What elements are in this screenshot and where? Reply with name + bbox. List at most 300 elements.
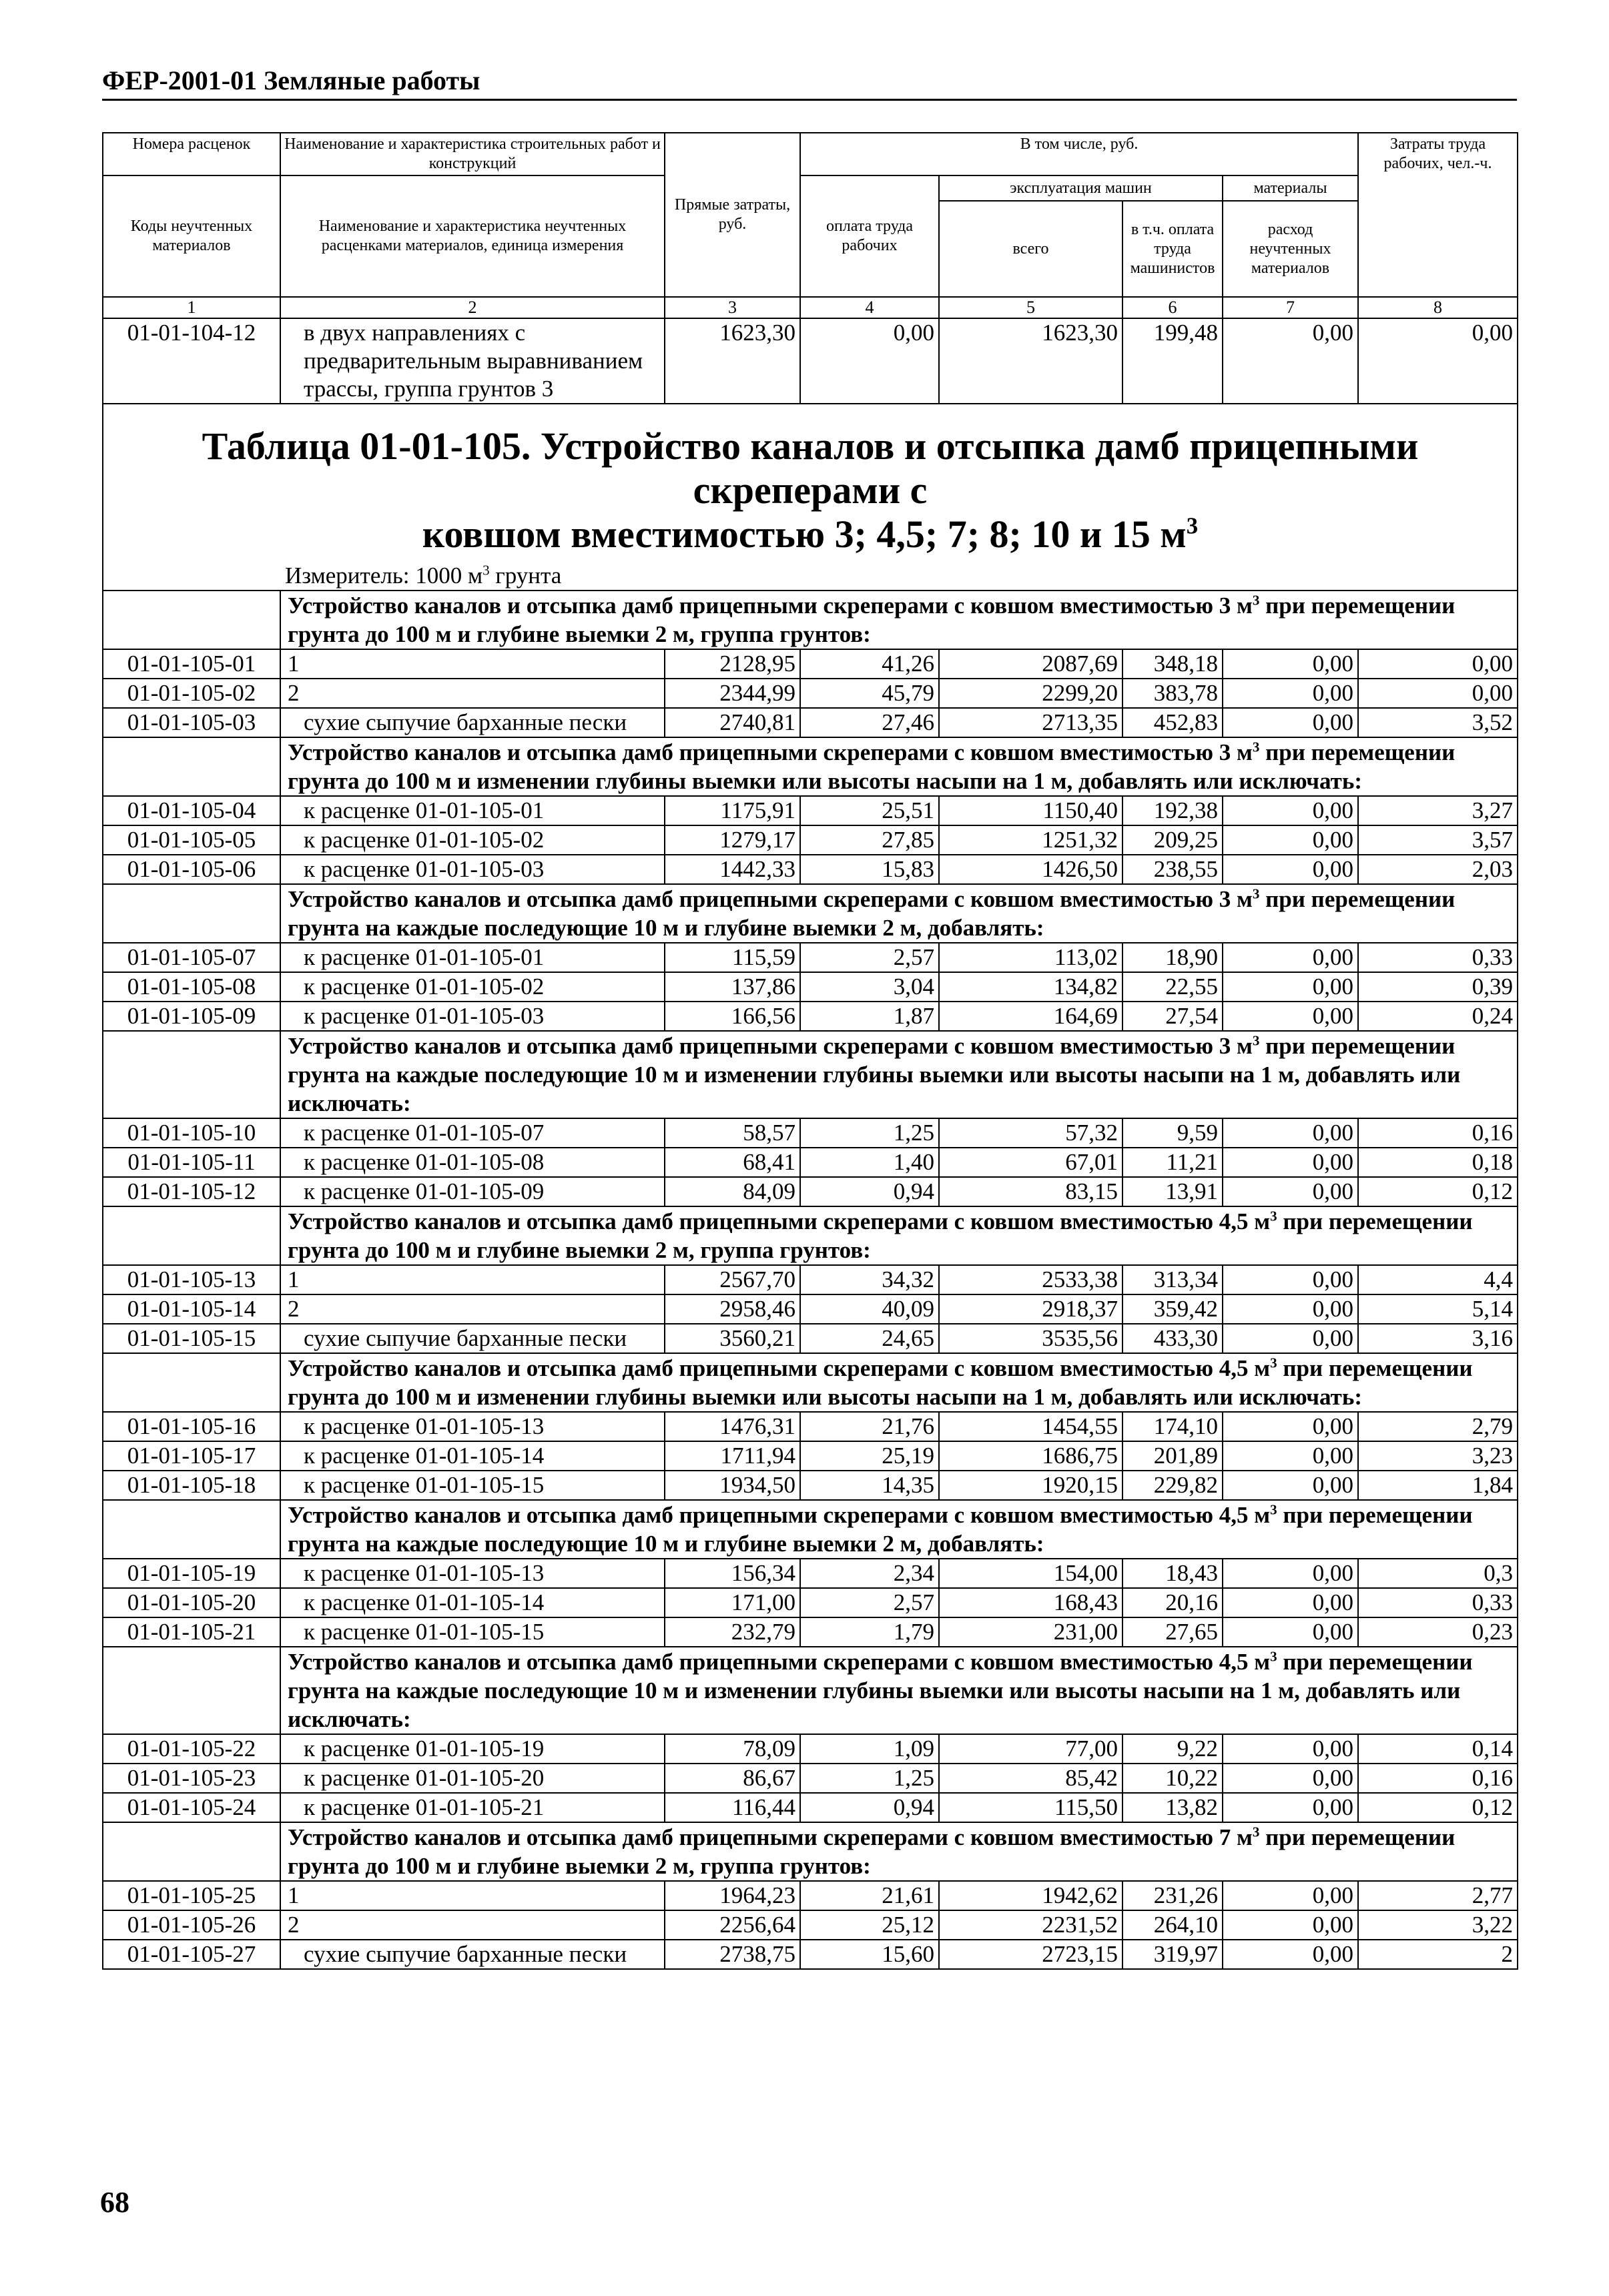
table-row [103, 1177, 1518, 1206]
materials: 0,00 [1223, 1910, 1358, 1940]
rate-name: 1 [280, 1881, 665, 1910]
rate-code: 01-01-105-20 [103, 1588, 280, 1617]
labor-hours: 0,16 [1358, 1764, 1518, 1793]
materials: 0,00 [1223, 1118, 1358, 1148]
machines-total: 2723,15 [939, 1940, 1122, 1969]
labor-hours: 1,84 [1358, 1471, 1518, 1500]
table-row [103, 1588, 1518, 1617]
labor-pay: 1,25 [800, 1118, 939, 1148]
direct-costs: 137,86 [665, 972, 800, 1002]
direct-costs: 1964,23 [665, 1881, 800, 1910]
rate-name: 1 [280, 649, 665, 679]
blank-cell [103, 591, 280, 649]
rate-name: 2 [280, 1910, 665, 1940]
labor-hours: 3,57 [1358, 825, 1518, 855]
direct-costs: 78,09 [665, 1734, 800, 1764]
rate-name: к расценке 01-01-105-08 [280, 1148, 665, 1177]
table-row [103, 1764, 1518, 1793]
table-row [103, 1441, 1518, 1471]
rate-code: 01-01-105-18 [103, 1471, 280, 1500]
direct-costs: 58,57 [665, 1118, 800, 1148]
materials: 0,00 [1223, 1148, 1358, 1177]
table-row [103, 1412, 1518, 1441]
machines-total: 2918,37 [939, 1294, 1122, 1324]
header-col4: оплата труда рабочих [800, 175, 939, 297]
machinist-pay: 174,10 [1122, 1412, 1223, 1441]
labor-pay: 3,04 [800, 972, 939, 1002]
labor-hours: 3,27 [1358, 796, 1518, 825]
rate-code: 01-01-105-24 [103, 1793, 280, 1822]
section-heading: Устройство каналов и отсыпка дамб прицепными скреперами с ковшом вместимостью 7 $м^3$ при перемещении грунта до 100 м и глубине выемки 2 м, группа грунтов: [280, 1822, 1518, 1881]
section-heading-row [103, 1822, 1518, 1881]
rate-code: 01-01-105-21 [103, 1617, 280, 1647]
materials: 0,00 [1223, 1265, 1358, 1294]
materials: 0,00 [1223, 1324, 1358, 1353]
labor-pay: 40,09 [800, 1294, 939, 1324]
direct-costs: 2740,81 [665, 708, 800, 737]
machines-total: 134,82 [939, 972, 1122, 1002]
rate-code: 01-01-105-13 [103, 1265, 280, 1294]
labor-pay: 21,61 [800, 1881, 939, 1910]
machines-total: 2299,20 [939, 679, 1122, 708]
labor-hours: 2,79 [1358, 1412, 1518, 1441]
labor-pay: 25,51 [800, 796, 939, 825]
table-row [103, 708, 1518, 737]
machinist-pay: 348,18 [1122, 649, 1223, 679]
labor-hours: 0,24 [1358, 1002, 1518, 1031]
labor-pay: 2,57 [800, 943, 939, 972]
rate-name: к расценке 01-01-105-20 [280, 1764, 665, 1793]
rate-name: к расценке 01-01-105-03 [280, 855, 665, 884]
machinist-pay: 452,83 [1122, 708, 1223, 737]
table-row [103, 1793, 1518, 1822]
rate-code: 01-01-105-26 [103, 1910, 280, 1940]
machinist-pay: 192,38 [1122, 796, 1223, 825]
direct-costs: 2738,75 [665, 1940, 800, 1969]
rate-name: в двух направлениях с предварительным выравниванием трассы, группа грунтов 3 [280, 318, 665, 404]
machines-total: 57,32 [939, 1118, 1122, 1148]
labor-hours: 0,3 [1358, 1559, 1518, 1588]
rate-name: 2 [280, 679, 665, 708]
table-row [103, 1734, 1518, 1764]
materials: 0,00 [1223, 1412, 1358, 1441]
machines-total: 154,00 [939, 1559, 1122, 1588]
labor-pay: 34,32 [800, 1265, 939, 1294]
blank-cell [103, 1822, 280, 1881]
rate-name: к расценке 01-01-105-14 [280, 1441, 665, 1471]
header-materials: материалы [1223, 175, 1358, 201]
blank-cell [103, 1500, 280, 1559]
labor-pay: 2,57 [800, 1588, 939, 1617]
rate-name: сухие сыпучие барханные пески [280, 1324, 665, 1353]
machinist-pay: 9,22 [1122, 1734, 1223, 1764]
table-row [103, 943, 1518, 972]
measure-unit: Измеритель: 1000 $м^3$ грунта [103, 562, 1518, 591]
table-row [103, 1617, 1518, 1647]
rate-code: 01-01-105-22 [103, 1734, 280, 1764]
header-col5: всего [939, 201, 1122, 297]
machines-total: 231,00 [939, 1617, 1122, 1647]
rates-table-frame [102, 132, 1517, 1970]
materials: 0,00 [1223, 1441, 1358, 1471]
machines-total: 2231,52 [939, 1910, 1122, 1940]
materials: 0,00 [1223, 679, 1358, 708]
section-heading: Устройство каналов и отсыпка дамб прицепными скреперами с ковшом вместимостью 3 $м^3$ при перемещении грунта на каждые последующие 10 м и изменении глубины выемки или высоты насыпи на 1 м, добавлять или исключать: [280, 1031, 1518, 1118]
machinist-pay: 199,48 [1122, 318, 1223, 404]
machines-total: 83,15 [939, 1177, 1122, 1206]
table-row [103, 1881, 1518, 1910]
rate-name: к расценке 01-01-105-03 [280, 1002, 665, 1031]
col-number: 4 [800, 297, 939, 318]
materials: 0,00 [1223, 1294, 1358, 1324]
header-col2-bottom: Наименование и характеристика неучтенных расценками материалов, единица измерения [280, 175, 665, 297]
table-row [103, 1118, 1518, 1148]
machinist-pay: 18,43 [1122, 1559, 1223, 1588]
direct-costs: 1476,31 [665, 1412, 800, 1441]
rate-name: к расценке 01-01-105-15 [280, 1471, 665, 1500]
col-number: 1 [103, 297, 280, 318]
machinist-pay: 18,90 [1122, 943, 1223, 972]
section-heading-row [103, 1031, 1518, 1118]
labor-hours: 3,16 [1358, 1324, 1518, 1353]
direct-costs: 2567,70 [665, 1265, 800, 1294]
rate-name: к расценке 01-01-105-01 [280, 796, 665, 825]
rate-name: к расценке 01-01-105-21 [280, 1793, 665, 1822]
direct-costs: 3560,21 [665, 1324, 800, 1353]
machines-total: 85,42 [939, 1764, 1122, 1793]
rate-name: к расценке 01-01-105-14 [280, 1588, 665, 1617]
rate-code: 01-01-105-05 [103, 825, 280, 855]
table-row [103, 825, 1518, 855]
labor-hours: 3,23 [1358, 1441, 1518, 1471]
labor-pay: 24,65 [800, 1324, 939, 1353]
table-row [103, 855, 1518, 884]
labor-pay: 25,12 [800, 1910, 939, 1940]
labor-hours: 0,23 [1358, 1617, 1518, 1647]
header-machines: эксплуатация машин [939, 175, 1223, 201]
direct-costs: 1175,91 [665, 796, 800, 825]
materials: 0,00 [1223, 943, 1358, 972]
col-number: 7 [1223, 297, 1358, 318]
labor-pay: 25,19 [800, 1441, 939, 1471]
machinist-pay: 20,16 [1122, 1588, 1223, 1617]
machinist-pay: 11,21 [1122, 1148, 1223, 1177]
table-title-line1: Таблица 01-01-105. Устройство каналов и отсыпка дамб прицепными скреперами с [202, 424, 1419, 512]
header-group: В том числе, руб. [800, 133, 1358, 175]
labor-hours: 3,22 [1358, 1910, 1518, 1940]
machines-total: 1920,15 [939, 1471, 1122, 1500]
section-heading: Устройство каналов и отсыпка дамб прицепными скреперами с ковшом вместимостью 3 $м^3$ при перемещении грунта до 100 м и изменении глубины выемки или высоты насыпи на 1 м, добавлять или исключать: [280, 737, 1518, 796]
materials: 0,00 [1223, 1177, 1358, 1206]
machinist-pay: 10,22 [1122, 1764, 1223, 1793]
machines-total: 115,50 [939, 1793, 1122, 1822]
labor-pay: 27,85 [800, 825, 939, 855]
rate-name: 2 [280, 1294, 665, 1324]
machines-total: 1686,75 [939, 1441, 1122, 1471]
machines-total: 1942,62 [939, 1881, 1122, 1910]
rates-table [102, 132, 1518, 1970]
section-heading-row [103, 1353, 1518, 1412]
table-title-line2: ковшом вместимостью 3; 4,5; 7; 8; 10 и 15 $м^3$ [422, 512, 1199, 556]
machinist-pay: 231,26 [1122, 1881, 1223, 1910]
machines-total: 2533,38 [939, 1265, 1122, 1294]
rate-code: 01-01-105-10 [103, 1118, 280, 1148]
rate-code: 01-01-105-19 [103, 1559, 280, 1588]
direct-costs: 2256,64 [665, 1910, 800, 1940]
blank-cell [103, 1647, 280, 1734]
labor-hours: 2 [1358, 1940, 1518, 1969]
table-title [103, 404, 1518, 562]
table-row [103, 972, 1518, 1002]
labor-hours: 0,39 [1358, 972, 1518, 1002]
rate-name: 1 [280, 1265, 665, 1294]
rate-code: 01-01-105-03 [103, 708, 280, 737]
labor-hours: 0,12 [1358, 1793, 1518, 1822]
machinist-pay: 238,55 [1122, 855, 1223, 884]
machinist-pay: 313,34 [1122, 1265, 1223, 1294]
labor-pay: 1,79 [800, 1617, 939, 1647]
rate-code: 01-01-105-07 [103, 943, 280, 972]
direct-costs: 232,79 [665, 1617, 800, 1647]
rate-code: 01-01-105-09 [103, 1002, 280, 1031]
machines-total: 164,69 [939, 1002, 1122, 1031]
rate-code: 01-01-105-12 [103, 1177, 280, 1206]
labor-hours: 2,77 [1358, 1881, 1518, 1910]
labor-pay: 27,46 [800, 708, 939, 737]
rate-code: 01-01-104-12 [103, 318, 280, 404]
direct-costs: 68,41 [665, 1148, 800, 1177]
machines-total: 1454,55 [939, 1412, 1122, 1441]
table-row [103, 1940, 1518, 1969]
direct-costs: 1623,30 [665, 318, 800, 404]
materials: 0,00 [1223, 972, 1358, 1002]
labor-hours: 5,14 [1358, 1294, 1518, 1324]
table-row [103, 679, 1518, 708]
rate-code: 01-01-105-01 [103, 649, 280, 679]
direct-costs: 1934,50 [665, 1471, 800, 1500]
materials: 0,00 [1223, 318, 1358, 404]
direct-costs: 166,56 [665, 1002, 800, 1031]
labor-pay: 45,79 [800, 679, 939, 708]
materials: 0,00 [1223, 825, 1358, 855]
table-row [103, 1265, 1518, 1294]
labor-hours: 4,4 [1358, 1265, 1518, 1294]
section-heading-row [103, 1647, 1518, 1734]
materials: 0,00 [1223, 1793, 1358, 1822]
section-heading: Устройство каналов и отсыпка дамб прицепными скреперами с ковшом вместимостью 3 $м^3$ при перемещении грунта на каждые последующие 10 м и глубине выемки 2 м, добавлять: [280, 884, 1518, 943]
table-row [103, 1910, 1518, 1940]
header-col6: в т.ч. оплата труда машинистов [1122, 201, 1223, 297]
materials: 0,00 [1223, 708, 1358, 737]
machinist-pay: 9,59 [1122, 1118, 1223, 1148]
header-col1-top: Номера расценок [103, 133, 280, 175]
machines-total: 1150,40 [939, 796, 1122, 825]
rate-code: 01-01-105-11 [103, 1148, 280, 1177]
col-number: 2 [280, 297, 665, 318]
direct-costs: 2958,46 [665, 1294, 800, 1324]
materials: 0,00 [1223, 796, 1358, 825]
materials: 0,00 [1223, 1588, 1358, 1617]
col-number: 3 [665, 297, 800, 318]
labor-pay: 41,26 [800, 649, 939, 679]
machinist-pay: 22,55 [1122, 972, 1223, 1002]
machinist-pay: 27,54 [1122, 1002, 1223, 1031]
direct-costs: 1711,94 [665, 1441, 800, 1471]
rate-name: к расценке 01-01-105-02 [280, 825, 665, 855]
rate-code: 01-01-105-06 [103, 855, 280, 884]
machines-total: 1251,32 [939, 825, 1122, 855]
table-row [103, 1324, 1518, 1353]
rate-name: сухие сыпучие барханные пески [280, 708, 665, 737]
labor-hours: 0,14 [1358, 1734, 1518, 1764]
labor-pay: 1,25 [800, 1764, 939, 1793]
labor-hours: 2,03 [1358, 855, 1518, 884]
rate-code: 01-01-105-25 [103, 1881, 280, 1910]
direct-costs: 171,00 [665, 1588, 800, 1617]
materials: 0,00 [1223, 1940, 1358, 1969]
materials: 0,00 [1223, 855, 1358, 884]
labor-pay: 15,83 [800, 855, 939, 884]
rate-name: к расценке 01-01-105-02 [280, 972, 665, 1002]
page-number: 68 [100, 2186, 129, 2219]
prev-row-body [103, 318, 1518, 591]
header-col8: Затраты труда рабочих, чел.-ч. [1358, 133, 1518, 297]
materials: 0,00 [1223, 1617, 1358, 1647]
running-head: ФЕР-2001-01 Земляные работы [102, 65, 1517, 101]
col-number: 8 [1358, 297, 1518, 318]
rate-name: к расценке 01-01-105-07 [280, 1118, 665, 1148]
section-heading-row [103, 1206, 1518, 1265]
labor-pay: 0,94 [800, 1793, 939, 1822]
rate-code: 01-01-105-15 [103, 1324, 280, 1353]
machinist-pay: 264,10 [1122, 1910, 1223, 1940]
direct-costs: 116,44 [665, 1793, 800, 1822]
table-header [103, 133, 1518, 318]
labor-hours: 0,16 [1358, 1118, 1518, 1148]
machinist-pay: 27,65 [1122, 1617, 1223, 1647]
materials: 0,00 [1223, 1002, 1358, 1031]
machines-total: 1623,30 [939, 318, 1122, 404]
machinist-pay: 209,25 [1122, 825, 1223, 855]
rate-name: к расценке 01-01-105-09 [280, 1177, 665, 1206]
table-row [103, 1471, 1518, 1500]
rate-code: 01-01-105-27 [103, 1940, 280, 1969]
machines-total: 2713,35 [939, 708, 1122, 737]
rate-code: 01-01-105-04 [103, 796, 280, 825]
section-heading-row [103, 737, 1518, 796]
materials: 0,00 [1223, 1559, 1358, 1588]
rate-code: 01-01-105-16 [103, 1412, 280, 1441]
machines-total: 113,02 [939, 943, 1122, 972]
machinist-pay: 433,30 [1122, 1324, 1223, 1353]
direct-costs: 115,59 [665, 943, 800, 972]
direct-costs: 156,34 [665, 1559, 800, 1588]
machines-total: 67,01 [939, 1148, 1122, 1177]
rate-code: 01-01-105-17 [103, 1441, 280, 1471]
labor-hours: 0,00 [1358, 679, 1518, 708]
rate-name: к расценке 01-01-105-15 [280, 1617, 665, 1647]
table-row [103, 318, 1518, 404]
header-col7: расход неучтенных материалов [1223, 201, 1358, 297]
blank-cell [103, 1031, 280, 1118]
labor-pay: 14,35 [800, 1471, 939, 1500]
table-row [103, 796, 1518, 825]
rate-name: к расценке 01-01-105-19 [280, 1734, 665, 1764]
materials: 0,00 [1223, 649, 1358, 679]
labor-pay: 15,60 [800, 1940, 939, 1969]
labor-hours: 0,33 [1358, 943, 1518, 972]
section-heading: Устройство каналов и отсыпка дамб прицепными скреперами с ковшом вместимостью 4,5 $м^3$ при перемещении грунта до 100 м и изменении глубины выемки или высоты насыпи на 1 м, добавлять или исключать: [280, 1353, 1518, 1412]
header-col3: Прямые затраты, руб. [665, 133, 800, 297]
direct-costs: 2344,99 [665, 679, 800, 708]
section-heading: Устройство каналов и отсыпка дамб прицепными скреперами с ковшом вместимостью 4,5 $м^3$ при перемещении грунта на каждые последующие 10 м и глубине выемки 2 м, добавлять: [280, 1500, 1518, 1559]
section-heading-row [103, 884, 1518, 943]
labor-hours: 3,52 [1358, 708, 1518, 737]
table-row [103, 1559, 1518, 1588]
machinist-pay: 13,91 [1122, 1177, 1223, 1206]
table-row [103, 649, 1518, 679]
labor-pay: 0,00 [800, 318, 939, 404]
machines-total: 168,43 [939, 1588, 1122, 1617]
direct-costs: 86,67 [665, 1764, 800, 1793]
labor-pay: 1,40 [800, 1148, 939, 1177]
rate-name: к расценке 01-01-105-13 [280, 1559, 665, 1588]
machines-total: 2087,69 [939, 649, 1122, 679]
table-row [103, 1148, 1518, 1177]
labor-hours: 0,12 [1358, 1177, 1518, 1206]
blank-cell [103, 737, 280, 796]
header-col2-top: Наименование и характеристика строительных работ и конструкций [280, 133, 665, 175]
col-number: 6 [1122, 297, 1223, 318]
labor-hours: 0,33 [1358, 1588, 1518, 1617]
rate-code: 01-01-105-23 [103, 1764, 280, 1793]
machines-total: 1426,50 [939, 855, 1122, 884]
blank-cell [103, 1353, 280, 1412]
section-heading-row [103, 1500, 1518, 1559]
machinist-pay: 201,89 [1122, 1441, 1223, 1471]
labor-pay: 0,94 [800, 1177, 939, 1206]
machines-total: 77,00 [939, 1734, 1122, 1764]
rate-name: сухие сыпучие барханные пески [280, 1940, 665, 1969]
labor-hours: 0,18 [1358, 1148, 1518, 1177]
header-col1-bottom: Коды неучтенных материалов [103, 175, 280, 297]
labor-hours: 0,00 [1358, 649, 1518, 679]
labor-pay: 2,34 [800, 1559, 939, 1588]
direct-costs: 2128,95 [665, 649, 800, 679]
direct-costs: 1279,17 [665, 825, 800, 855]
labor-hours: 0,00 [1358, 318, 1518, 404]
section-heading-row [103, 591, 1518, 649]
machinist-pay: 229,82 [1122, 1471, 1223, 1500]
machinist-pay: 319,97 [1122, 1940, 1223, 1969]
section-heading: Устройство каналов и отсыпка дамб прицепными скреперами с ковшом вместимостью 3 $м^3$ при перемещении грунта до 100 м и глубине выемки 2 м, группа грунтов: [280, 591, 1518, 649]
materials: 0,00 [1223, 1734, 1358, 1764]
labor-pay: 1,09 [800, 1734, 939, 1764]
materials: 0,00 [1223, 1471, 1358, 1500]
materials: 0,00 [1223, 1881, 1358, 1910]
labor-pay: 21,76 [800, 1412, 939, 1441]
labor-pay: 1,87 [800, 1002, 939, 1031]
machinist-pay: 383,78 [1122, 679, 1223, 708]
blank-cell [103, 1206, 280, 1265]
col-number: 5 [939, 297, 1122, 318]
section-heading: Устройство каналов и отсыпка дамб прицепными скреперами с ковшом вместимостью 4,5 $м^3$ при перемещении грунта на каждые последующие 10 м и изменении глубины выемки или высоты насыпи на 1 м, добавлять или исключать: [280, 1647, 1518, 1734]
rate-code: 01-01-105-14 [103, 1294, 280, 1324]
direct-costs: 1442,33 [665, 855, 800, 884]
rate-code: 01-01-105-02 [103, 679, 280, 708]
machinist-pay: 359,42 [1122, 1294, 1223, 1324]
rate-name: к расценке 01-01-105-13 [280, 1412, 665, 1441]
